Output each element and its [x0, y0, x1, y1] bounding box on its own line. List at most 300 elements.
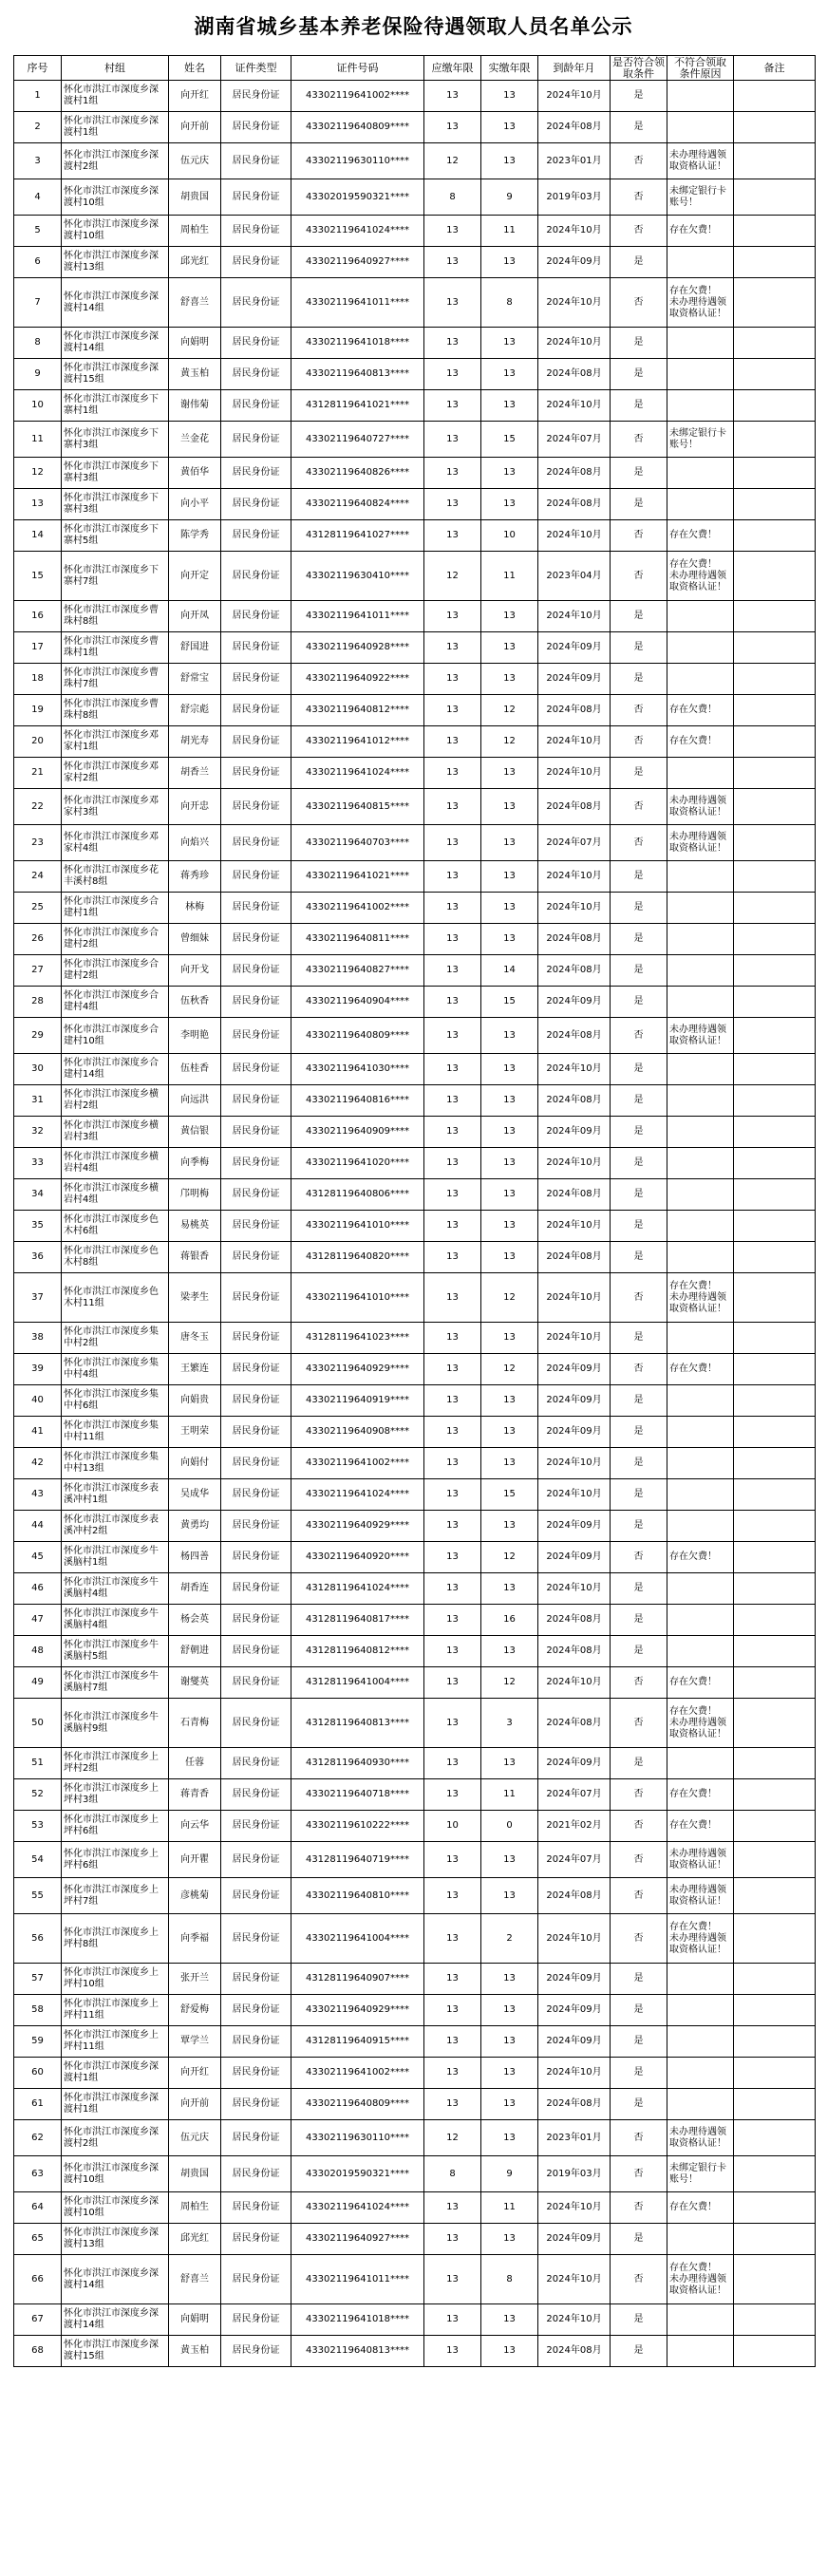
eligible-date-cell: 2023年01月	[538, 143, 611, 179]
qualified-cell: 否	[611, 695, 667, 726]
id-number-cell: 43302119641030****	[291, 1054, 424, 1085]
eligible-date-cell: 2024年10月	[538, 328, 611, 359]
paid-years-cell: 12	[481, 1354, 538, 1385]
paid-years-cell: 8	[481, 278, 538, 328]
paid-years-cell: 15	[481, 422, 538, 458]
village-cell: 怀化市洪江市深度乡深渡村1组	[62, 2058, 169, 2089]
name-cell: 舒爱梅	[169, 1995, 221, 2026]
paid-years-cell: 13	[481, 2058, 538, 2089]
id-type-cell: 居民身份证	[221, 328, 291, 359]
village-cell: 怀化市洪江市深度乡横岩村2组	[62, 1085, 169, 1117]
remark-cell	[734, 1699, 816, 1748]
table-row	[14, 601, 816, 632]
remark-cell	[734, 2336, 816, 2367]
name-cell: 周柏生	[169, 216, 221, 247]
remark-cell	[734, 632, 816, 664]
paid-years-cell: 12	[481, 1667, 538, 1699]
seq-cell: 20	[14, 726, 62, 758]
qualified-cell: 是	[611, 924, 667, 955]
id-number-cell: 43302119641024****	[291, 2192, 424, 2224]
name-cell: 邝明梅	[169, 1179, 221, 1211]
qualified-cell: 否	[611, 2255, 667, 2304]
required-years-cell: 13	[424, 1636, 481, 1667]
paid-years-cell: 13	[481, 664, 538, 695]
qualified-cell: 是	[611, 1117, 667, 1148]
table-row	[14, 893, 816, 924]
id-type-cell: 居民身份证	[221, 695, 291, 726]
eligible-date-cell: 2024年08月	[538, 2336, 611, 2367]
village-cell: 怀化市洪江市深度乡表溪冲村2组	[62, 1511, 169, 1542]
required-years-cell: 13	[424, 422, 481, 458]
village-cell: 怀化市洪江市深度乡上坪村2组	[62, 1748, 169, 1779]
name-cell: 覃学兰	[169, 2026, 221, 2058]
name-cell: 向开红	[169, 81, 221, 112]
table-row	[14, 987, 816, 1018]
village-cell: 怀化市洪江市深度乡下寨村7组	[62, 552, 169, 601]
paid-years-cell: 13	[481, 1211, 538, 1242]
id-type-cell: 居民身份证	[221, 179, 291, 216]
paid-years-cell: 12	[481, 726, 538, 758]
reason-cell	[667, 1573, 734, 1605]
required-years-cell: 13	[424, 1054, 481, 1085]
table-row	[14, 1914, 816, 1964]
paid-years-cell: 13	[481, 1054, 538, 1085]
eligible-date-cell: 2024年10月	[538, 1667, 611, 1699]
table-row	[14, 664, 816, 695]
eligible-date-cell: 2024年10月	[538, 1323, 611, 1354]
required-years-cell: 13	[424, 2058, 481, 2089]
table-row	[14, 1779, 816, 1811]
remark-cell	[734, 1179, 816, 1211]
reason-cell	[667, 1417, 734, 1448]
remark-cell	[734, 1811, 816, 1842]
reason-cell	[667, 1479, 734, 1511]
seq-cell: 13	[14, 489, 62, 520]
id-type-cell: 居民身份证	[221, 861, 291, 893]
reason-cell: 存在欠费！ 未办理待遇领取资格认证！	[667, 1699, 734, 1748]
paid-years-cell: 14	[481, 955, 538, 987]
reason-cell: 存在欠费！	[667, 520, 734, 552]
paid-years-cell: 12	[481, 1542, 538, 1573]
remark-cell	[734, 789, 816, 825]
village-cell: 怀化市洪江市深度乡曹珠村7组	[62, 664, 169, 695]
village-cell: 怀化市洪江市深度乡深渡村1组	[62, 112, 169, 143]
eligible-date-cell: 2024年10月	[538, 390, 611, 422]
seq-cell: 42	[14, 1448, 62, 1479]
id-type-cell: 居民身份证	[221, 2089, 291, 2120]
eligible-date-cell: 2024年08月	[538, 1636, 611, 1667]
eligible-date-cell: 2024年10月	[538, 1479, 611, 1511]
village-cell: 怀化市洪江市深度乡深渡村15组	[62, 2336, 169, 2367]
table-row	[14, 216, 816, 247]
name-cell: 舒常宝	[169, 664, 221, 695]
required-years-cell: 13	[424, 1542, 481, 1573]
remark-cell	[734, 1448, 816, 1479]
seq-cell: 61	[14, 2089, 62, 2120]
name-cell: 舒国进	[169, 632, 221, 664]
seq-cell: 50	[14, 1699, 62, 1748]
remark-cell	[734, 1964, 816, 1995]
table-row	[14, 1417, 816, 1448]
name-cell: 陈学秀	[169, 520, 221, 552]
table-row	[14, 695, 816, 726]
reason-cell	[667, 328, 734, 359]
eligible-date-cell: 2024年10月	[538, 861, 611, 893]
seq-cell: 38	[14, 1323, 62, 1354]
required-years-cell: 13	[424, 695, 481, 726]
qualified-cell: 否	[611, 1273, 667, 1323]
qualified-cell: 是	[611, 359, 667, 390]
id-number-cell: 43302119641004****	[291, 1914, 424, 1964]
village-cell: 怀化市洪江市深度乡邓家村1组	[62, 726, 169, 758]
id-type-cell: 居民身份证	[221, 81, 291, 112]
paid-years-cell: 13	[481, 1842, 538, 1878]
remark-cell	[734, 458, 816, 489]
paid-years-cell: 13	[481, 1179, 538, 1211]
required-years-cell: 13	[424, 1842, 481, 1878]
id-number-cell: 43302119640927****	[291, 247, 424, 278]
name-cell: 向远洪	[169, 1085, 221, 1117]
required-years-cell: 13	[424, 359, 481, 390]
id-number-cell: 43302119640703****	[291, 825, 424, 861]
qualified-cell: 是	[611, 1605, 667, 1636]
paid-years-cell: 13	[481, 1018, 538, 1054]
name-cell: 胡香连	[169, 1573, 221, 1605]
id-number-cell: 43302119640826****	[291, 458, 424, 489]
reason-cell	[667, 955, 734, 987]
required-years-cell: 13	[424, 2026, 481, 2058]
eligible-date-cell: 2019年03月	[538, 179, 611, 216]
qualified-cell: 是	[611, 2336, 667, 2367]
id-number-cell: 43128119640812****	[291, 1636, 424, 1667]
paid-years-cell: 13	[481, 1085, 538, 1117]
required-years-cell: 13	[424, 1117, 481, 1148]
required-years-cell: 13	[424, 112, 481, 143]
village-cell: 怀化市洪江市深度乡横岩村3组	[62, 1117, 169, 1148]
id-type-cell: 居民身份证	[221, 1964, 291, 1995]
table-row	[14, 1811, 816, 1842]
table-row	[14, 552, 816, 601]
name-cell: 舒宗彪	[169, 695, 221, 726]
required-years-cell: 13	[424, 758, 481, 789]
id-type-cell: 居民身份证	[221, 1323, 291, 1354]
qualified-cell: 否	[611, 2156, 667, 2192]
paid-years-cell: 13	[481, 2089, 538, 2120]
required-years-cell: 13	[424, 955, 481, 987]
table-row	[14, 2026, 816, 2058]
reason-cell: 存在欠费！	[667, 1667, 734, 1699]
seq-cell: 41	[14, 1417, 62, 1448]
reason-cell	[667, 247, 734, 278]
required-years-cell: 13	[424, 1085, 481, 1117]
village-cell: 怀化市洪江市深度乡牛溪脑村4组	[62, 1605, 169, 1636]
paid-years-cell: 13	[481, 112, 538, 143]
name-cell: 李明艳	[169, 1018, 221, 1054]
name-cell: 王繁连	[169, 1354, 221, 1385]
qualified-cell: 是	[611, 1179, 667, 1211]
qualified-cell: 是	[611, 1748, 667, 1779]
seq-cell: 2	[14, 112, 62, 143]
eligible-date-header: 到龄年月	[538, 56, 611, 81]
village-cell: 怀化市洪江市深度乡下寨村3组	[62, 422, 169, 458]
seq-cell: 25	[14, 893, 62, 924]
id-number-cell: 43302119630110****	[291, 143, 424, 179]
id-number-cell: 43302119640909****	[291, 1117, 424, 1148]
seq-cell: 3	[14, 143, 62, 179]
id-type-cell: 居民身份证	[221, 726, 291, 758]
seq-cell: 22	[14, 789, 62, 825]
required-years-cell: 13	[424, 247, 481, 278]
village-cell: 怀化市洪江市深度乡牛溪脑村4组	[62, 1573, 169, 1605]
village-cell: 怀化市洪江市深度乡深渡村2组	[62, 2120, 169, 2156]
village-cell: 怀化市洪江市深度乡上坪村7组	[62, 1878, 169, 1914]
table-row	[14, 112, 816, 143]
table-row	[14, 1323, 816, 1354]
required-years-cell: 13	[424, 390, 481, 422]
seq-cell: 44	[14, 1511, 62, 1542]
table-row	[14, 632, 816, 664]
id-type-cell: 居民身份证	[221, 664, 291, 695]
seq-cell: 60	[14, 2058, 62, 2089]
reason-cell	[667, 1085, 734, 1117]
reason-cell	[667, 758, 734, 789]
id-type-cell: 居民身份证	[221, 278, 291, 328]
id-number-cell: 43302119641011****	[291, 601, 424, 632]
seq-cell: 21	[14, 758, 62, 789]
village-cell: 怀化市洪江市深度乡深渡村14组	[62, 2304, 169, 2336]
name-cell: 舒喜兰	[169, 278, 221, 328]
reason-cell	[667, 924, 734, 955]
reason-cell	[667, 1211, 734, 1242]
name-cell: 向开凤	[169, 601, 221, 632]
village-cell: 怀化市洪江市深度乡深渡村1组	[62, 81, 169, 112]
name-cell: 杨四善	[169, 1542, 221, 1573]
eligible-date-cell: 2024年10月	[538, 2304, 611, 2336]
required-years-cell: 13	[424, 1242, 481, 1273]
village-cell: 怀化市洪江市深度乡合建村2组	[62, 924, 169, 955]
name-cell: 舒喜兰	[169, 2255, 221, 2304]
paid-years-cell: 13	[481, 390, 538, 422]
qualified-cell: 是	[611, 1148, 667, 1179]
id-number-cell: 43128119640817****	[291, 1605, 424, 1636]
required-years-cell: 13	[424, 1699, 481, 1748]
name-cell: 任蓉	[169, 1748, 221, 1779]
required-years-cell: 13	[424, 1779, 481, 1811]
table-row	[14, 2224, 816, 2255]
seq-header: 序号	[14, 56, 62, 81]
village-cell: 怀化市洪江市深度乡色木村11组	[62, 1273, 169, 1323]
required-years-cell: 13	[424, 789, 481, 825]
reason-cell: 存在欠费！	[667, 1779, 734, 1811]
remark-cell	[734, 1323, 816, 1354]
table-row	[14, 2255, 816, 2304]
id-number-cell: 43302119640815****	[291, 789, 424, 825]
qualified-cell: 否	[611, 1018, 667, 1054]
reason-cell	[667, 2224, 734, 2255]
qualified-cell: 是	[611, 758, 667, 789]
village-cell: 怀化市洪江市深度乡横岩村4组	[62, 1148, 169, 1179]
table-row	[14, 1964, 816, 1995]
qualified-cell: 否	[611, 1699, 667, 1748]
remark-cell	[734, 2255, 816, 2304]
qualified-cell: 否	[611, 1354, 667, 1385]
seq-cell: 46	[14, 1573, 62, 1605]
village-cell: 怀化市洪江市深度乡上坪村8组	[62, 1914, 169, 1964]
seq-cell: 67	[14, 2304, 62, 2336]
name-cell: 谢伟菊	[169, 390, 221, 422]
eligible-date-cell: 2024年10月	[538, 81, 611, 112]
qualified-cell: 是	[611, 247, 667, 278]
name-cell: 周柏生	[169, 2192, 221, 2224]
village-cell: 怀化市洪江市深度乡邓家村3组	[62, 789, 169, 825]
required-years-cell: 13	[424, 1605, 481, 1636]
required-years-cell: 13	[424, 1179, 481, 1211]
required-years-cell: 13	[424, 924, 481, 955]
remark-cell	[734, 247, 816, 278]
paid-years-cell: 12	[481, 1273, 538, 1323]
id-number-cell: 43302119641024****	[291, 1479, 424, 1511]
required-years-cell: 13	[424, 1323, 481, 1354]
village-cell: 怀化市洪江市深度乡深渡村14组	[62, 2255, 169, 2304]
table-row	[14, 825, 816, 861]
eligible-date-cell: 2024年10月	[538, 2255, 611, 2304]
village-cell: 怀化市洪江市深度乡深渡村10组	[62, 216, 169, 247]
eligible-date-cell: 2024年09月	[538, 1385, 611, 1417]
reason-cell	[667, 987, 734, 1018]
qualified-cell: 是	[611, 987, 667, 1018]
village-cell: 怀化市洪江市深度乡深渡村14组	[62, 278, 169, 328]
village-cell: 怀化市洪江市深度乡上坪村3组	[62, 1779, 169, 1811]
remark-cell	[734, 1779, 816, 1811]
table-row	[14, 458, 816, 489]
name-cell: 向季福	[169, 1914, 221, 1964]
seq-cell: 37	[14, 1273, 62, 1323]
qualified-cell: 是	[611, 81, 667, 112]
qualified-cell: 是	[611, 893, 667, 924]
name-cell: 易桃英	[169, 1211, 221, 1242]
reason-cell	[667, 601, 734, 632]
remark-cell	[734, 216, 816, 247]
required-years-cell: 13	[424, 1479, 481, 1511]
reason-cell	[667, 2304, 734, 2336]
qualified-cell: 是	[611, 1417, 667, 1448]
id-type-cell: 居民身份证	[221, 1018, 291, 1054]
name-cell: 蒋秀珍	[169, 861, 221, 893]
id-type-cell: 居民身份证	[221, 247, 291, 278]
table-row	[14, 390, 816, 422]
eligible-date-cell: 2024年08月	[538, 489, 611, 520]
qualified-cell: 否	[611, 726, 667, 758]
table-row	[14, 1542, 816, 1573]
reason-cell	[667, 2058, 734, 2089]
qualified-cell: 是	[611, 1479, 667, 1511]
name-cell: 向开前	[169, 112, 221, 143]
remark-cell	[734, 552, 816, 601]
paid-years-cell: 13	[481, 489, 538, 520]
table-row	[14, 1605, 816, 1636]
seq-cell: 45	[14, 1542, 62, 1573]
reason-cell: 存在欠费！	[667, 1811, 734, 1842]
id-number-cell: 43302119640816****	[291, 1085, 424, 1117]
paid-years-cell: 13	[481, 1573, 538, 1605]
table-row	[14, 1448, 816, 1479]
table-row	[14, 2089, 816, 2120]
village-cell: 怀化市洪江市深度乡下寨村1组	[62, 390, 169, 422]
table-row	[14, 861, 816, 893]
seq-cell: 57	[14, 1964, 62, 1995]
id-number-cell: 43302119640929****	[291, 1995, 424, 2026]
name-cell: 向开戈	[169, 955, 221, 987]
eligible-date-cell: 2024年08月	[538, 695, 611, 726]
qualified-cell: 否	[611, 825, 667, 861]
id-number-cell: 43302119640813****	[291, 2336, 424, 2367]
reason-cell	[667, 2336, 734, 2367]
seq-cell: 55	[14, 1878, 62, 1914]
required-years-cell: 12	[424, 143, 481, 179]
eligible-date-cell: 2024年09月	[538, 632, 611, 664]
paid-years-cell: 13	[481, 1148, 538, 1179]
remark-cell	[734, 1242, 816, 1273]
id-type-cell: 居民身份证	[221, 458, 291, 489]
reason-cell: 存在欠费！	[667, 2192, 734, 2224]
reason-cell	[667, 1148, 734, 1179]
reason-cell	[667, 112, 734, 143]
seq-cell: 4	[14, 179, 62, 216]
remark-cell	[734, 81, 816, 112]
eligible-date-cell: 2024年07月	[538, 422, 611, 458]
remark-cell	[734, 328, 816, 359]
name-cell: 邱光红	[169, 2224, 221, 2255]
eligible-date-cell: 2024年09月	[538, 1995, 611, 2026]
id-type-cell: 居民身份证	[221, 632, 291, 664]
eligible-date-cell: 2024年09月	[538, 1748, 611, 1779]
paid-years-cell: 15	[481, 987, 538, 1018]
remark-cell	[734, 726, 816, 758]
id-number-cell: 43302119641002****	[291, 1448, 424, 1479]
reason-cell	[667, 1117, 734, 1148]
seq-cell: 39	[14, 1354, 62, 1385]
eligible-date-cell: 2024年08月	[538, 458, 611, 489]
paid-years-cell: 10	[481, 520, 538, 552]
remark-cell	[734, 1385, 816, 1417]
qualified-cell: 否	[611, 2120, 667, 2156]
seq-cell: 12	[14, 458, 62, 489]
remark-cell	[734, 2304, 816, 2336]
id-number-cell: 43302119640718****	[291, 1779, 424, 1811]
qualified-cell: 否	[611, 1878, 667, 1914]
remark-cell	[734, 2026, 816, 2058]
village-cell: 怀化市洪江市深度乡集中村2组	[62, 1323, 169, 1354]
eligible-date-cell: 2024年08月	[538, 1605, 611, 1636]
village-cell: 怀化市洪江市深度乡深渡村10组	[62, 2192, 169, 2224]
reason-cell	[667, 458, 734, 489]
qualified-cell: 否	[611, 1667, 667, 1699]
remark-cell	[734, 1636, 816, 1667]
paid-years-cell: 11	[481, 1779, 538, 1811]
seq-cell: 9	[14, 359, 62, 390]
paid-years-cell: 16	[481, 1605, 538, 1636]
id-type-cell: 居民身份证	[221, 2120, 291, 2156]
required-years-cell: 13	[424, 81, 481, 112]
id-type-cell: 居民身份证	[221, 1811, 291, 1842]
id-type-cell: 居民身份证	[221, 2156, 291, 2192]
village-cell: 怀化市洪江市深度乡合建村1组	[62, 893, 169, 924]
qualified-cell: 是	[611, 1085, 667, 1117]
id-number-cell: 43302119630410****	[291, 552, 424, 601]
id-number-cell: 43128119640719****	[291, 1842, 424, 1878]
eligible-date-cell: 2024年08月	[538, 789, 611, 825]
id-type-cell: 居民身份证	[221, 1914, 291, 1964]
